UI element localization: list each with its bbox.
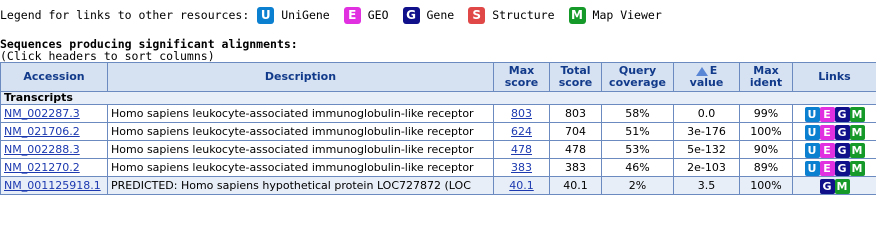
max-score-link[interactable]: 478 [511, 143, 532, 156]
legend-item-map-viewer [569, 7, 662, 24]
map-viewer-link-icon[interactable]: M [850, 125, 865, 140]
accession-link[interactable]: NM_021706.2 [4, 125, 80, 138]
header-max-ident[interactable] [740, 63, 793, 92]
header-accession[interactable]: Accession [1, 63, 108, 92]
links-cell [793, 177, 876, 195]
accession-link[interactable]: NM_002288.3 [4, 143, 80, 156]
table-row [1, 141, 876, 159]
geo-icon: E [344, 7, 361, 24]
query-coverage-cell: 46% [602, 159, 674, 177]
map-viewer-link-icon[interactable]: M [850, 161, 865, 176]
e-value-cell: 0.0 [674, 105, 740, 123]
max-score-link[interactable]: 40.1 [509, 179, 534, 192]
accession-cell [1, 141, 108, 159]
table-row [1, 177, 876, 195]
unigene-link-icon[interactable]: U [805, 161, 820, 176]
geo-link-icon[interactable]: E [820, 125, 835, 140]
max-score-cell [494, 123, 550, 141]
header-label: ident [749, 76, 783, 89]
header-label: score [504, 76, 539, 89]
legend-item-label: UniGene [281, 8, 330, 22]
legend-item-gene [403, 7, 455, 24]
legend-item-label: Gene [426, 8, 455, 22]
legend-item-label: Structure [492, 8, 555, 22]
unigene-link-icon[interactable]: U [805, 107, 820, 122]
query-coverage-cell: 2% [602, 177, 674, 195]
header-label: Max [753, 64, 779, 77]
unigene-link-icon[interactable]: U [805, 143, 820, 158]
max-ident-cell: 100% [740, 177, 793, 195]
query-coverage-cell: 51% [602, 123, 674, 141]
table-row [1, 105, 876, 123]
section-title: Sequences producing significant alignments: [0, 37, 298, 51]
header-query-coverage[interactable] [602, 63, 674, 92]
links-cell [793, 159, 876, 177]
description-cell: Homo sapiens leukocyte-associated immunoglobulin-like receptor [108, 141, 494, 159]
max-score-cell [494, 159, 550, 177]
accession-link[interactable]: NM_002287.3 [4, 107, 80, 120]
header-e-value[interactable] [674, 63, 740, 92]
legend-label: Legend for links to other resources: [0, 8, 250, 22]
max-score-cell [494, 141, 550, 159]
max-ident-cell: 89% [740, 159, 793, 177]
e-value-cell: 3.5 [674, 177, 740, 195]
description-cell: PREDICTED: Homo sapiens hypothetical protein LOC727872 (LOC [108, 177, 494, 195]
legend-item-unigene [257, 7, 329, 24]
geo-link-icon[interactable]: E [820, 143, 835, 158]
header-label: score [558, 76, 593, 89]
query-coverage-cell: 53% [602, 141, 674, 159]
max-ident-cell: 90% [740, 141, 793, 159]
accession-link[interactable]: NM_021270.2 [4, 161, 80, 174]
header-description[interactable]: Description [108, 63, 494, 92]
legend [0, 4, 676, 26]
gene-link-icon[interactable]: G [835, 143, 850, 158]
accession-cell [1, 105, 108, 123]
map-viewer-link-icon[interactable]: M [850, 143, 865, 158]
query-coverage-cell: 58% [602, 105, 674, 123]
map-viewer-link-icon[interactable]: M [850, 107, 865, 122]
table-row [1, 159, 876, 177]
max-score-cell [494, 105, 550, 123]
max-ident-cell: 100% [740, 123, 793, 141]
geo-link-icon[interactable]: E [820, 161, 835, 176]
header-max-score[interactable] [494, 63, 550, 92]
links-cell [793, 141, 876, 159]
map-viewer-icon: M [569, 7, 586, 24]
header-links: Links [793, 63, 876, 92]
links-cell [793, 105, 876, 123]
e-value-cell: 2e-103 [674, 159, 740, 177]
geo-link-icon[interactable]: E [820, 107, 835, 122]
gene-link-icon[interactable]: G [835, 161, 850, 176]
group-label-transcripts: Transcripts [1, 92, 876, 105]
accession-cell [1, 123, 108, 141]
total-score-cell: 40.1 [550, 177, 602, 195]
header-total-score[interactable] [550, 63, 602, 92]
max-score-link[interactable]: 803 [511, 107, 532, 120]
unigene-icon: U [257, 7, 274, 24]
alignments-table [0, 62, 876, 195]
header-label: coverage [609, 76, 666, 89]
gene-link-icon[interactable]: G [835, 125, 850, 140]
header-label: Query [618, 64, 657, 77]
accession-cell [1, 159, 108, 177]
accession-cell [1, 177, 108, 195]
description-cell: Homo sapiens leukocyte-associated immunoglobulin-like receptor [108, 105, 494, 123]
total-score-cell: 803 [550, 105, 602, 123]
total-score-cell: 478 [550, 141, 602, 159]
links-cell [793, 123, 876, 141]
sort-ascending-icon [696, 67, 708, 76]
accession-link[interactable]: NM_001125918.1 [4, 179, 101, 192]
description-cell: Homo sapiens leukocyte-associated immunoglobulin-like receptor [108, 123, 494, 141]
structure-icon: S [468, 7, 485, 24]
total-score-cell: 383 [550, 159, 602, 177]
legend-item-geo [344, 7, 389, 24]
gene-link-icon[interactable]: G [835, 107, 850, 122]
max-ident-cell: 99% [740, 105, 793, 123]
map-viewer-link-icon[interactable]: M [835, 179, 850, 194]
total-score-cell: 704 [550, 123, 602, 141]
max-score-link[interactable]: 624 [511, 125, 532, 138]
description-cell: Homo sapiens leukocyte-associated immunoglobulin-like receptor [108, 159, 494, 177]
header-label: Max [508, 64, 535, 77]
header-label: E [709, 64, 718, 77]
e-value-cell: 3e-176 [674, 123, 740, 141]
unigene-link-icon[interactable]: U [805, 125, 820, 140]
sort-hint: (Click headers to sort columns) [0, 49, 215, 63]
legend-item-label: GEO [367, 8, 389, 22]
gene-icon: G [403, 7, 420, 24]
max-score-cell [494, 177, 550, 195]
header-label: Total [560, 64, 591, 77]
legend-item-label: Map Viewer [592, 8, 662, 22]
gene-link-icon[interactable]: G [820, 179, 835, 194]
table-row [1, 123, 876, 141]
legend-item-structure [468, 7, 554, 24]
header-label: value [689, 76, 724, 89]
max-score-link[interactable]: 383 [511, 161, 532, 174]
e-value-cell: 5e-132 [674, 141, 740, 159]
